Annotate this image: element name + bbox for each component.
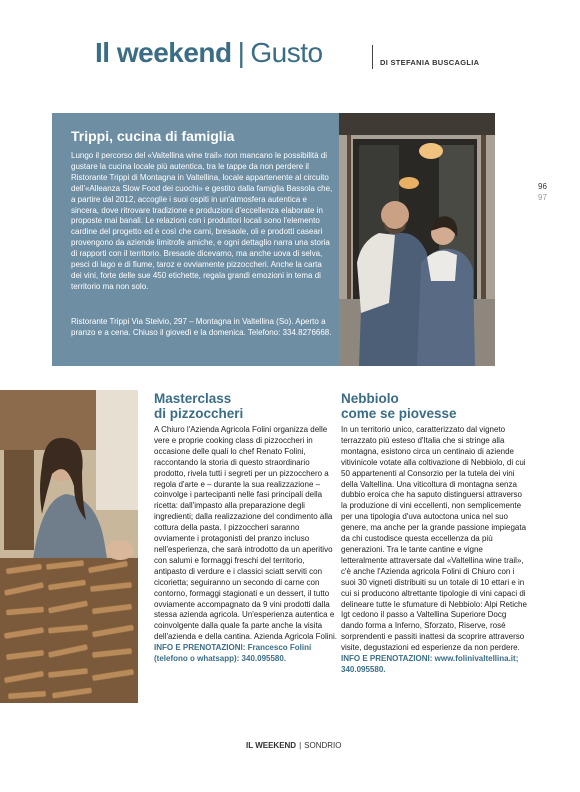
chefs-photo bbox=[339, 113, 495, 366]
feature-address: Ristorante Trippi Via Stelvio, 297 – Montagna in Valtellina (So). Aperto a pranzo e a cena. Chiuso il giovedì e la domenica. Telefono: 334.8276668. bbox=[71, 317, 332, 337]
chefs-photo-illustration bbox=[339, 113, 495, 366]
page-number-current: 96 bbox=[538, 182, 547, 191]
footer bbox=[246, 741, 342, 750]
pizzoccheri-photo-illustration bbox=[0, 390, 138, 703]
nebbiolo-info-label: INFO E PRENOTAZIONI: bbox=[341, 654, 433, 664]
masterclass-info-text: Francesco Folini (telefono o whatsapp): 340.095580. bbox=[154, 643, 312, 664]
byline-divider bbox=[372, 45, 373, 69]
feature-body: Lungo il percorso del «Valtellina wine trail» non mancano le possibilità di gustare la cucina locale più autentica, tra le tappe da non perdere il Ristorante Trippi di Montagna in Valtellina, locale appartenente al circuito dell'«Alleanza Slow Food dei cuochi» e gestito dalla famiglia Bassola che, a partire dal 2012, accoglie i suoi ospiti in un'atmosfera autentica e sincera, dove ritrovare tradizione e produzioni d'eccellenza elaborate in proposte mai banali. Le relazioni con i produttori locali sono l'elemento cardine del progetto ed è così che carni, bresaole, oli e prodotti caseari provengono da aziende limitrofe amiche, e ogni dettaglio narra una storia di rapporti con il territorio. Bresaole dicevamo, ma anche uova di selva, pesci di lago e di fiume, taroz e ovviamente pizzoccheri. Anche la carta dei vini, forte delle sue 450 etichette, regala grandi emozioni in tema di territorio ma non solo. bbox=[71, 151, 333, 291]
masterclass-title-line2: di pizzoccheri bbox=[154, 406, 244, 421]
masterclass-article bbox=[154, 425, 339, 665]
nebbiolo-body: In un territorio unico, caratterizzato dal vigneto terrazzato più esteso d'Italia che si stringe alla montagna, esistono circa un centinaio di aziende vitivinicole votate alla coltivazione di Nebbiolo, di cui 50 appartenenti al Consorzio per la tutela dei vini della Valtellina. Una viticoltura di montagna senza dubbio eroica che ha saputo distinguersi attraverso la produzione di vini eccellenti, non semplicemente per una tipologia d'uva autoctona unica nel suo genere, ma anche per la grande passione impiegata da chi custodisce questa eccellenza da più generazioni. Tra le tante cantine e vigne letteralmente attraversate dal «Valtellina wine trail», c'è anche l'Azienda agricola Folini di Chiuro con i suoi 30 vigneti distribuiti su un totale di 10 ettari e in cui si producono altrettante tipologie di vini capaci di delineare tutte le sfumature di Nebbiolo: Alpi Retiche Igt cedono il passo a Valtellina Superiore Docg dando forma a Inferno, Sforzato, Riserve, rosé sorprendenti e passiti inattesi da scoprire attraverso visite, degustazioni ed esperienze da non perdere. bbox=[341, 425, 527, 653]
footer-separator: | bbox=[299, 741, 302, 750]
nebbiolo-title-line1: Nebbiolo bbox=[341, 391, 399, 406]
pizzoccheri-photo bbox=[0, 390, 138, 703]
page-number-next: 97 bbox=[538, 193, 547, 202]
title-separator: | bbox=[237, 37, 245, 68]
masterclass-title-line1: Masterclass bbox=[154, 391, 232, 406]
feature-box bbox=[52, 113, 339, 366]
nebbiolo-article bbox=[341, 425, 529, 676]
nebbiolo-title-line2: come se piovesse bbox=[341, 406, 457, 421]
section-name: Il weekend bbox=[95, 37, 232, 68]
masterclass-info-label: INFO E PRENOTAZIONI: bbox=[154, 643, 246, 653]
nebbiolo-info-text: www.folinivaltellina.it; 340.095580. bbox=[341, 654, 519, 674]
masterclass-body: A Chiuro l'Azienda Agricola Folini organizza delle vere e proprie cooking class di pizzoccheri in occasione delle quali lo chef Renato Folini, raccontando la storia di questo straordinario prodotto, rivela tutti i segreti per un pizzocchero a regola d'arte e – durante la sua realizzazione – coinvolge i partecipanti nelle fasi principali della ricetta: dall'impasto alla preparazione degli ingredienti; dalla realizzazione del condimento alla cottura della pasta. I pizzoccheri saranno ovviamente i protagonisti del pranzo incluso nell'esperienza, che sarà introdotto da un aperitivo con salumi e formaggi freschi del territorio, antipasto di verdure e i classici sciatt serviti con cicorietta; seguiranno un secondo di carne con contorno, formaggi stagionati e un dessert, il tutto ovviamente accompagnato da 9 vini prodotti dalla stessa azienda agricola. Un'esperienza autentica e coinvolgente dalla quale fa parte anche la visita dell'azienda e della cantina. Azienda Agricola Folini. bbox=[154, 425, 337, 642]
page-numbers bbox=[538, 181, 547, 203]
footer-location: SONDRIO bbox=[304, 741, 342, 750]
byline: DI STEFANIA BUSCAGLIA bbox=[380, 58, 480, 67]
section-title bbox=[95, 36, 323, 70]
nebbiolo-title bbox=[341, 391, 531, 421]
feature-title: Trippi, cucina di famiglia bbox=[71, 128, 235, 144]
masterclass-title bbox=[154, 391, 334, 421]
footer-brand: IL WEEKEND bbox=[246, 741, 297, 750]
section-topic: Gusto bbox=[250, 37, 323, 68]
